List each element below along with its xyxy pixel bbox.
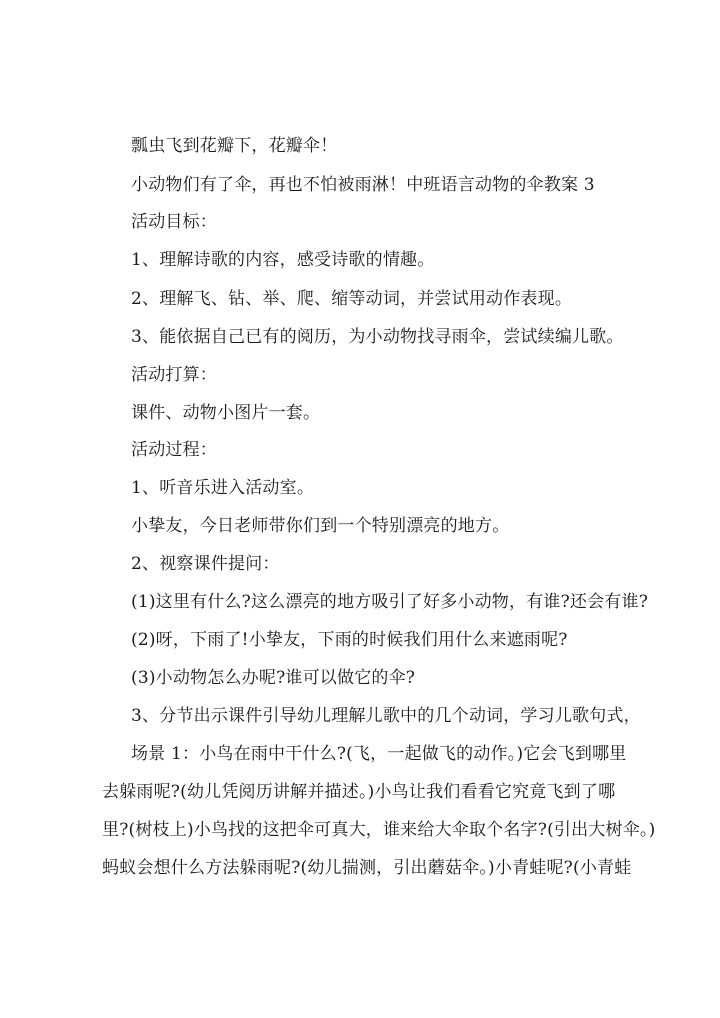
text-line: 里?(树枝上)小鸟找的这把伞可真大，谁来给大伞取个名字?(引出大树伞。) [102, 820, 656, 840]
text-line: (2)呀，下雨了!小挚友，下雨的时候我们用什么来遮雨呢? [131, 630, 568, 650]
text-line: 去躲雨呢?(幼儿凭阅历讲解并描述。)小鸟让我们看看它究竟飞到了哪 [102, 782, 616, 802]
section-heading: 活动目标： [131, 212, 217, 232]
text-line: 2、视察课件提问： [131, 554, 280, 574]
text-line: 小动物们有了伞，再也不怕被雨淋！中班语言动物的伞教案 3 [131, 175, 595, 195]
text-line: (3)小动物怎么办呢?谁可以做它的伞? [131, 668, 416, 688]
text-line: 瓢虫飞到花瓣下，花瓣伞！ [131, 136, 338, 156]
text-line: 1、听音乐进入活动室。 [131, 478, 315, 498]
section-heading: 活动过程： [131, 440, 217, 460]
text-line: 3、能依据自己已有的阅历，为小动物找寻雨伞，尝试续编儿歌。 [131, 327, 624, 347]
text-line: (1)这里有什么?这么漂亮的地方吸引了好多小动物，有谁?还会有谁? [131, 592, 649, 612]
text-line: 3、分节出示课件引导幼儿理解儿歌中的几个动词，学习儿歌句式， [131, 706, 641, 726]
text-line: 1、理解诗歌的内容，感受诗歌的情趣。 [131, 250, 435, 270]
text-line: 场景 1：小鸟在雨中干什么?(飞，一起做飞的动作。)它会飞到哪里 [131, 744, 627, 764]
text-line: 小挚友，今日老师带你们到一个特别漂亮的地方。 [131, 516, 510, 536]
text-line: 2、理解飞、钻、举、爬、缩等动词，并尝试用动作表现。 [131, 289, 573, 309]
section-heading: 活动打算： [131, 365, 217, 385]
text-line: 蚂蚁会想什么方法躲雨呢?(幼儿揣测，引出蘑菇伞。)小青蛙呢?(小青蛙 [102, 858, 632, 878]
text-line: 课件、动物小图片一套。 [131, 403, 321, 423]
